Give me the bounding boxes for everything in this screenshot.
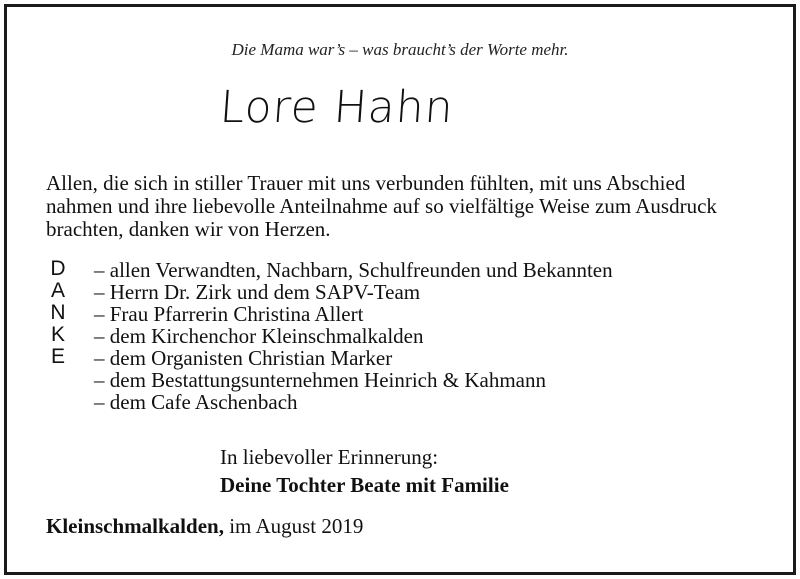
danke-letter: E [50,345,65,368]
thanks-line: brachten, danken wir von Herzen. [46,217,331,241]
list-item: – allen Verwandten, Nachbarn, Schulfreunden und Bekannten [94,258,613,282]
danke-vertical-word [47,258,69,368]
list-item: – Herrn Dr. Zirk und dem SAPV-Team [94,280,421,304]
danke-letter: D [50,257,66,280]
danke-letter: A [50,279,65,302]
place-date-line [46,514,363,539]
place-date: im August 2019 [223,514,364,538]
deceased-name: Lore Hahn [218,82,456,133]
danke-letter: K [50,323,65,346]
thanks-line: Allen, die sich in stiller Trauer mit uns verbunden fühlten, mit uns Abschied [46,171,686,195]
list-item: – dem Bestattungsunternehmen Heinrich & Kahmann [94,368,546,392]
closing-intro: In liebevoller Erinnerung: [220,445,439,469]
danke-letter: N [50,301,66,324]
list-item: – dem Cafe Aschenbach [94,390,298,414]
thanks-line: nahmen und ihre liebevolle Anteilnahme auf so vielfältige Weise zum Ausdruck [46,194,717,218]
list-item: – dem Kirchenchor Kleinschmalkalden [94,324,424,348]
thanks-list [94,259,613,413]
list-item: – dem Organisten Christian Marker [94,346,393,370]
closing-block [220,443,509,499]
motto-line: Die Mama war’s – was braucht’s der Worte mehr. [231,40,569,59]
thanks-paragraph [46,172,766,241]
place-town: Kleinschmalkalden, [46,514,224,538]
list-item: – Frau Pfarrerin Christina Allert [94,302,364,326]
closing-signature: Deine Tochter Beate mit Familie [220,473,509,497]
